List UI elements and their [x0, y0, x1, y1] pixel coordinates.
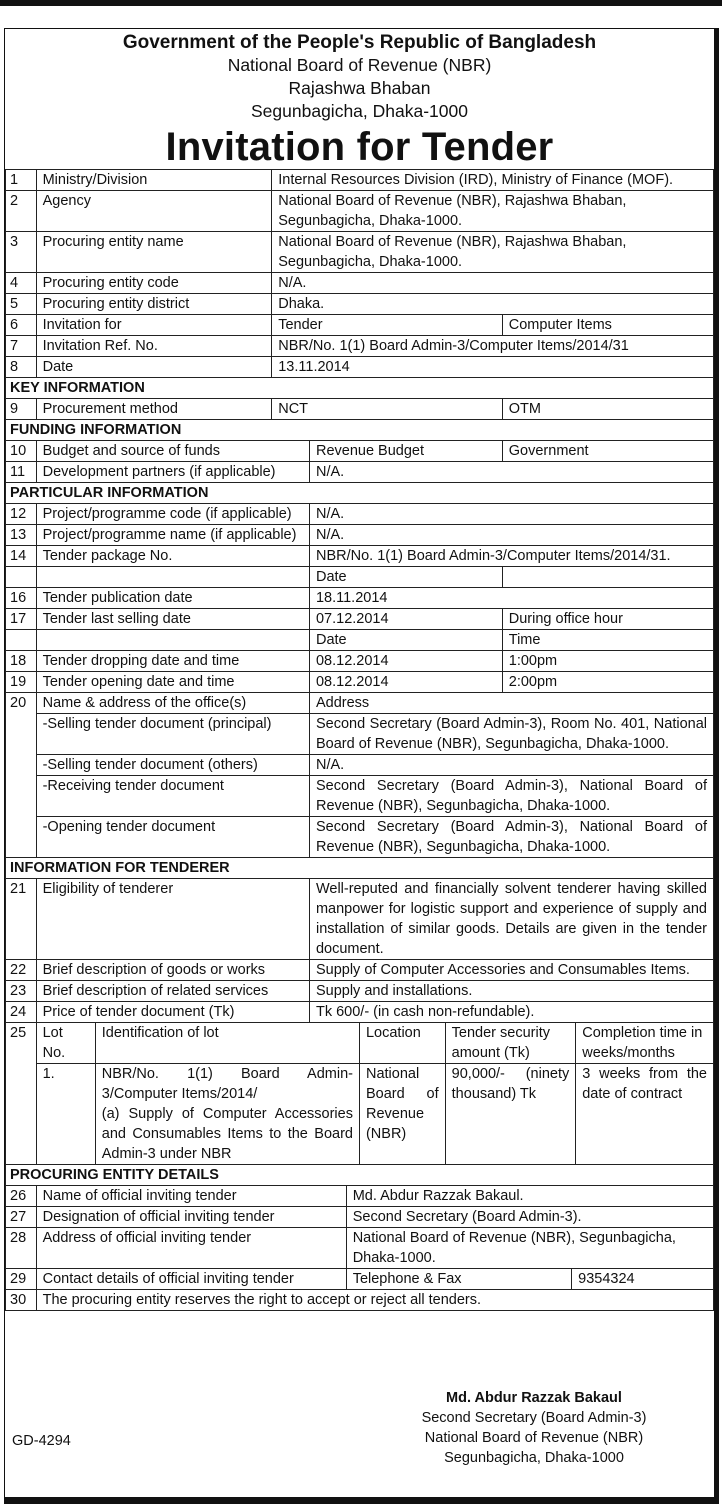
lot-table [5, 1022, 714, 1165]
section-key-information: KEY INFORMATION [6, 378, 714, 399]
table-row: Date Time [6, 630, 714, 651]
table-row: 28 Address of official inviting tender National Board of Revenue (NBR), Segunbagicha, Dhaka-1000. [6, 1228, 714, 1269]
office-address: Segunbagicha, Dhaka-1000 [251, 101, 468, 121]
table-row: 27 Designation of official inviting tender Second Secretary (Board Admin-3). [6, 1207, 714, 1228]
table-row: 12 Project/programme code (if applicable) N/A. [6, 504, 714, 525]
table-row: 30 The procuring entity reserves the right to accept or reject all tenders. [6, 1290, 714, 1311]
lot-table-header: 25 Lot No. Identification of lot Location Tender security amount (Tk) Completion time in weeks/months [6, 1023, 714, 1064]
page-title: Invitation for Tender [165, 125, 554, 169]
table-row: 17 Tender last selling date 07.12.2014 During office hour [6, 609, 714, 630]
table-row: 13 Project/programme name (if applicable) N/A. [6, 525, 714, 546]
table-row: 14 Tender package No. NBR/No. 1(1) Board Admin-3/Computer Items/2014/31. [6, 546, 714, 567]
signature-block [404, 1388, 664, 1468]
table-row: 7 Invitation Ref. No. NBR/No. 1(1) Board Admin-3/Computer Items/2014/31 [6, 336, 714, 357]
table-row: 3 Procuring entity name National Board of Revenue (NBR), Rajashwa Bhaban, Segunbagicha, Dhaka-1000. [6, 232, 714, 273]
table-row: 10 Budget and source of funds Revenue Budget Government [6, 441, 714, 462]
table-row: 19 Tender opening date and time 08.12.2014 2:00pm [6, 672, 714, 693]
table-row: 22 Brief description of goods or works Supply of Computer Accessories and Consumables Items. [6, 960, 714, 981]
table-row: 26 Name of official inviting tender Md. Abdur Razzak Bakaul. [6, 1186, 714, 1207]
footer-code: GD-4294 [12, 1433, 71, 1449]
procuring-entity-table [5, 1164, 714, 1311]
table-row: 6 Invitation for Tender Computer Items [6, 315, 714, 336]
table-row: 11 Development partners (if applicable) N/A. [6, 462, 714, 483]
lot-row: 1. NBR/No. 1(1) Board Admin-3/Computer Items/2014/ (a) Supply of Computer Accessories and Consumables Items to the Board Admin-3 under NBR National Board of Revenue (NBR) 90,000/- (ninety thousand) Tk 3 weeks from the date of contract [6, 1064, 714, 1165]
office-name: National Board of Revenue (NBR) [227, 55, 492, 75]
signatory-designation: Second Secretary (Board Admin-3) [421, 1410, 647, 1426]
tender-notice [4, 28, 719, 1504]
table-row: 8 Date 13.11.2014 [6, 357, 714, 378]
table-row: -Selling tender document (others) N/A. [6, 755, 714, 776]
tender-table [5, 169, 714, 1023]
section-particular-information: PARTICULAR INFORMATION [6, 483, 714, 504]
section-funding-information: FUNDING INFORMATION [6, 420, 714, 441]
table-row: 4 Procuring entity code N/A. [6, 273, 714, 294]
section-procuring-entity-details: PROCURING ENTITY DETAILS [6, 1165, 714, 1186]
table-row: 29 Contact details of official inviting tender Telephone & Fax 9354324 [6, 1269, 714, 1290]
table-row: 24 Price of tender document (Tk) Tk 600/- (in cash non-refundable). [6, 1002, 714, 1023]
top-border [0, 0, 722, 6]
table-row: -Opening tender document Second Secretary (Board Admin-3), National Board of Revenue (NBR), Segunbagicha, Dhaka-1000. [6, 817, 714, 858]
table-row: 9 Procurement method NCT OTM [6, 399, 714, 420]
table-row: 1 Ministry/Division Internal Resources Division (IRD), Ministry of Finance (MOF). [6, 170, 714, 191]
notice-header [5, 31, 714, 169]
table-row: 5 Procuring entity district Dhaka. [6, 294, 714, 315]
table-row: -Selling tender document (principal) Second Secretary (Board Admin-3), Room No. 401, National Board of Revenue (NBR), Segunbagicha, Dhaka-1000. [6, 714, 714, 755]
table-row: 20 Name & address of the office(s) Address [6, 693, 714, 714]
building-name: Rajashwa Bhaban [288, 78, 431, 98]
table-row: 18 Tender dropping date and time 08.12.2014 1:00pm [6, 651, 714, 672]
government-name: Government of the People's Republic of Bangladesh [122, 32, 597, 53]
signatory-name: Md. Abdur Razzak Bakaul [446, 1390, 622, 1406]
table-row: 23 Brief description of related services Supply and installations. [6, 981, 714, 1002]
table-row: 21 Eligibility of tenderer Well-reputed and financially solvent tenderer having skilled manpower for logistic support and experience of supply and installation of similar goods. Details are given in the tender document. [6, 879, 714, 960]
table-row: 16 Tender publication date 18.11.2014 [6, 588, 714, 609]
signatory-address: Segunbagicha, Dhaka-1000 [444, 1450, 624, 1466]
table-row: Date [6, 567, 714, 588]
signatory-office: National Board of Revenue (NBR) [424, 1430, 644, 1446]
section-information-for-tenderer: INFORMATION FOR TENDERER [6, 858, 714, 879]
table-row: 2 Agency National Board of Revenue (NBR), Rajashwa Bhaban, Segunbagicha, Dhaka-1000. [6, 191, 714, 232]
table-row: -Receiving tender document Second Secretary (Board Admin-3), National Board of Revenue (NBR), Segunbagicha, Dhaka-1000. [6, 776, 714, 817]
